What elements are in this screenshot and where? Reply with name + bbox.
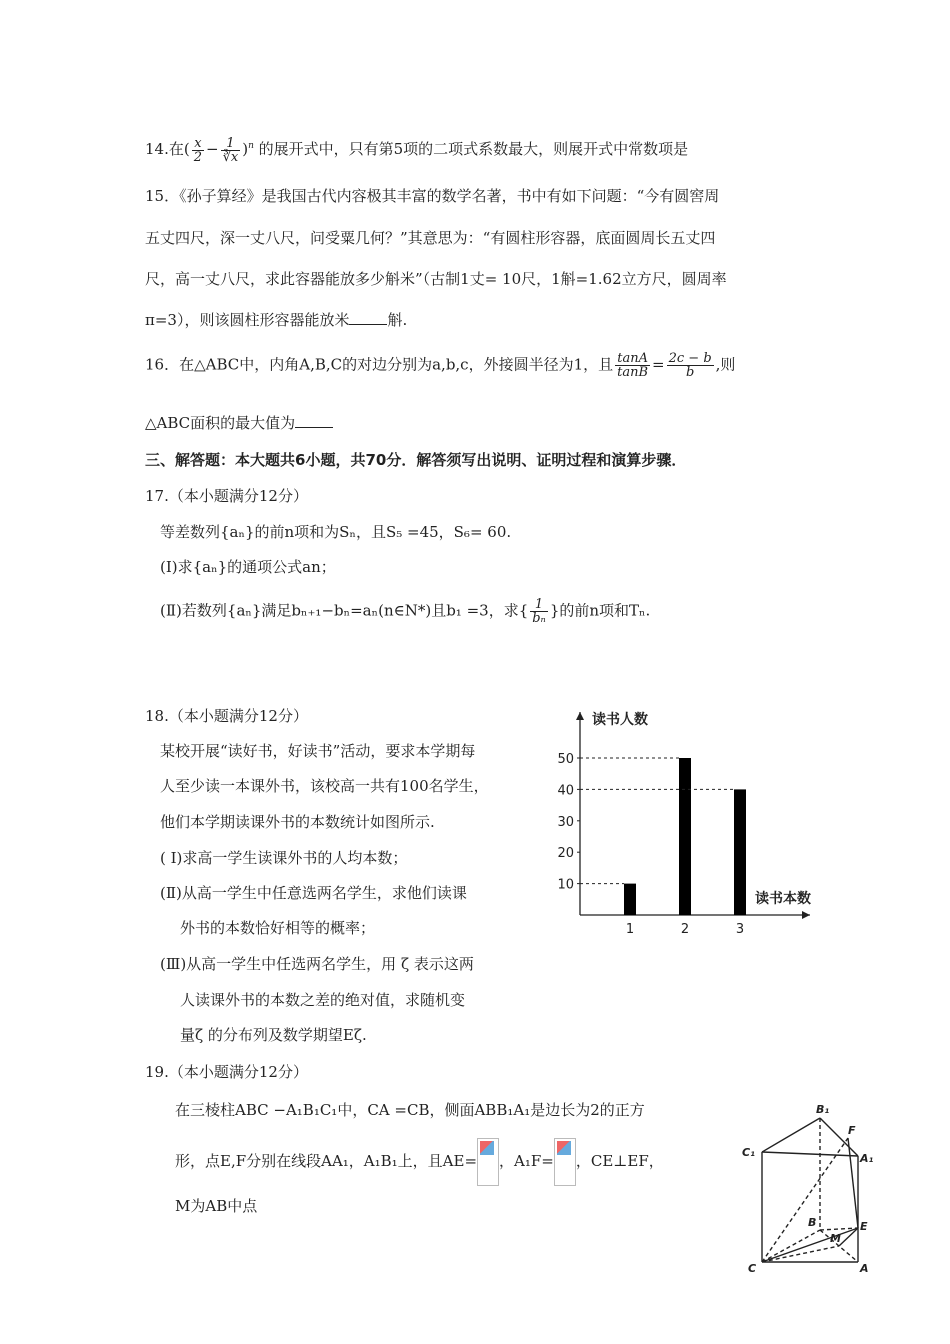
y-tick-label: 30 [557,814,574,830]
q14-frac2 [221,137,241,164]
q16-line1b: ,则 [715,355,736,374]
label-F: F [848,1124,856,1137]
q18-text-9: 量ζ 的分布列及数学期望Eζ. [180,1026,367,1044]
q17-line3 [160,598,650,625]
q17-line3a: (Ⅱ)若数列{aₙ}满足bₙ₊₁−bₙ=aₙ(n∈N*)且b₁ =3，求{ [160,601,529,620]
q19-line2 [175,1136,664,1186]
q14-frac1-den: 2 [193,149,202,165]
q14-frac1-num: x [192,137,204,151]
q19-line2b: ，A₁F= [499,1152,554,1170]
x-axis-arrow-icon [802,911,810,919]
q18-text-7: (Ⅲ)从高一学生中任选两名学生，用 ζ 表示这两 [160,955,474,973]
y-tick-label: 20 [557,846,574,862]
q14-frac2-den: ∛x [222,149,239,165]
label-B: B [808,1216,817,1229]
q16-frac-left-den: tanB [617,365,649,380]
q17-line3b: }的前n项和Tₙ. [549,601,651,620]
q14-line [145,136,688,164]
q14-exp: n [248,141,254,151]
label-A: A [860,1262,869,1275]
prism-diagram [738,1100,878,1280]
q19-line2c: ，CE⊥EF， [575,1152,664,1170]
x-tick-label: 3 [735,922,745,937]
q16-line2-text: △ABC面积的最大值为 [145,414,296,432]
q14-text: 的展开式中，只有第5项的二项式系数最大，则展开式中常数项是 [258,140,689,158]
q16-frac-right [667,352,714,379]
label-C1: C₁ [742,1146,755,1159]
q19-line2a: 形，点E,F分别在线段AA₁，A₁B₁上，且AE= [175,1152,478,1170]
bar [679,758,691,915]
bar [734,789,746,915]
q18-text-4: ( Ⅰ)求高一学生读课外书的人均本数； [160,849,408,867]
label-A1: A₁ [860,1152,874,1165]
x-tick-label: 1 [625,922,635,937]
q15-line4 [145,310,407,330]
label-E: E [860,1220,868,1233]
q14-frac1 [192,137,204,164]
q18-text-1: 某校开展“读好书，好读书”活动，要求本学期每 [160,742,476,760]
q18-text-8: 人读课外书的本数之差的绝对值，求随机变 [180,991,466,1009]
q15-line4b: 斛. [387,311,408,329]
broken-image-icon [477,1138,499,1186]
q17-line1: 等差数列{aₙ}的前n项和为Sₙ，且S₅ =45，S₆= 60. [160,523,512,541]
q17-line2: (Ⅰ)求{aₙ}的通项公式an； [160,558,336,576]
label-M: M [830,1232,841,1245]
q16-line2 [145,413,333,433]
q17-frac-den: bₙ [532,611,546,626]
y-tick-label: 10 [557,877,574,893]
q18-text-6: 外书的本数恰好相等的概率； [180,919,376,937]
q16-frac-left [615,352,650,379]
label-B1: B₁ [816,1103,830,1116]
q18-head: 18.（本小题满分12分） [145,707,308,725]
x-axis-label: 读书本数 [755,891,811,907]
y-axis-arrow-icon [576,712,584,720]
y-tick-label: 40 [557,783,574,799]
q14-minus: − [206,140,219,158]
section3-heading: 三、解答题：本大题共6小题，共70分．解答须写出说明、证明过程和演算步骤． [145,451,687,469]
q16-answer-blank [295,413,333,428]
q15-line4a: π=3），则该圆柱形容器能放米 [145,311,350,329]
q16-frac-right-den: b [685,365,695,380]
q17-head: 17.（本小题满分12分） [145,487,308,505]
q15-answer-blank [349,310,387,325]
q19-line3: M为AB中点 [175,1197,258,1215]
y-tick-label: 50 [557,752,574,767]
reading-bar-chart [555,700,835,940]
q16-line1 [145,352,735,379]
q16-frac-right-num: 2c − b [668,351,712,366]
x-tick-label: 2 [680,922,690,937]
q15-line1: 15．《孙子算经》是我国古代内容极其丰富的数学名著，书中有如下问题：“今有圆窖周 [145,187,720,205]
broken-image-icon [554,1138,576,1186]
q14-frac2-num: 1 [221,137,241,151]
q18-text-5: (Ⅱ)从高一学生中任意选两名学生，求他们读课 [160,884,467,902]
q18-text-3: 他们本学期读课外书的本数统计如图所示. [160,813,435,831]
bar [624,884,636,915]
q16-frac-left-num: tanA [615,352,650,366]
q17-frac [530,598,548,625]
q14-paren: ) [242,140,249,158]
q19-line1: 在三棱柱ABC −A₁B₁C₁中，CA =CB，侧面ABB₁A₁是边长为2的正方 [175,1101,645,1119]
q15-line2: 五丈四尺，深一丈八尺，问受粟几何？”其意思为：“有圆柱形容器，底面圆周长五丈四 [145,229,716,247]
q15-line3: 尺，高一丈八尺，求此容器能放多少斛米”（古制1丈= 10尺，1斛=1.62立方尺，圆周率 [145,270,727,288]
y-axis-label: 读书人数 [592,712,648,728]
q18-text-2: 人至少读一本课外书，该校高一共有100名学生， [160,777,489,795]
label-C: C [748,1262,757,1275]
q14-prefix: 14.在( [145,140,190,158]
q19-head: 19.（本小题满分12分） [145,1063,308,1081]
q16-line1a: 16．在△ABC中，内角A,B,C的对边分别为a,b,c，外接圆半径为1，且 [145,355,614,374]
q16-eq: = [652,355,665,374]
q17-frac-num: 1 [530,598,548,612]
